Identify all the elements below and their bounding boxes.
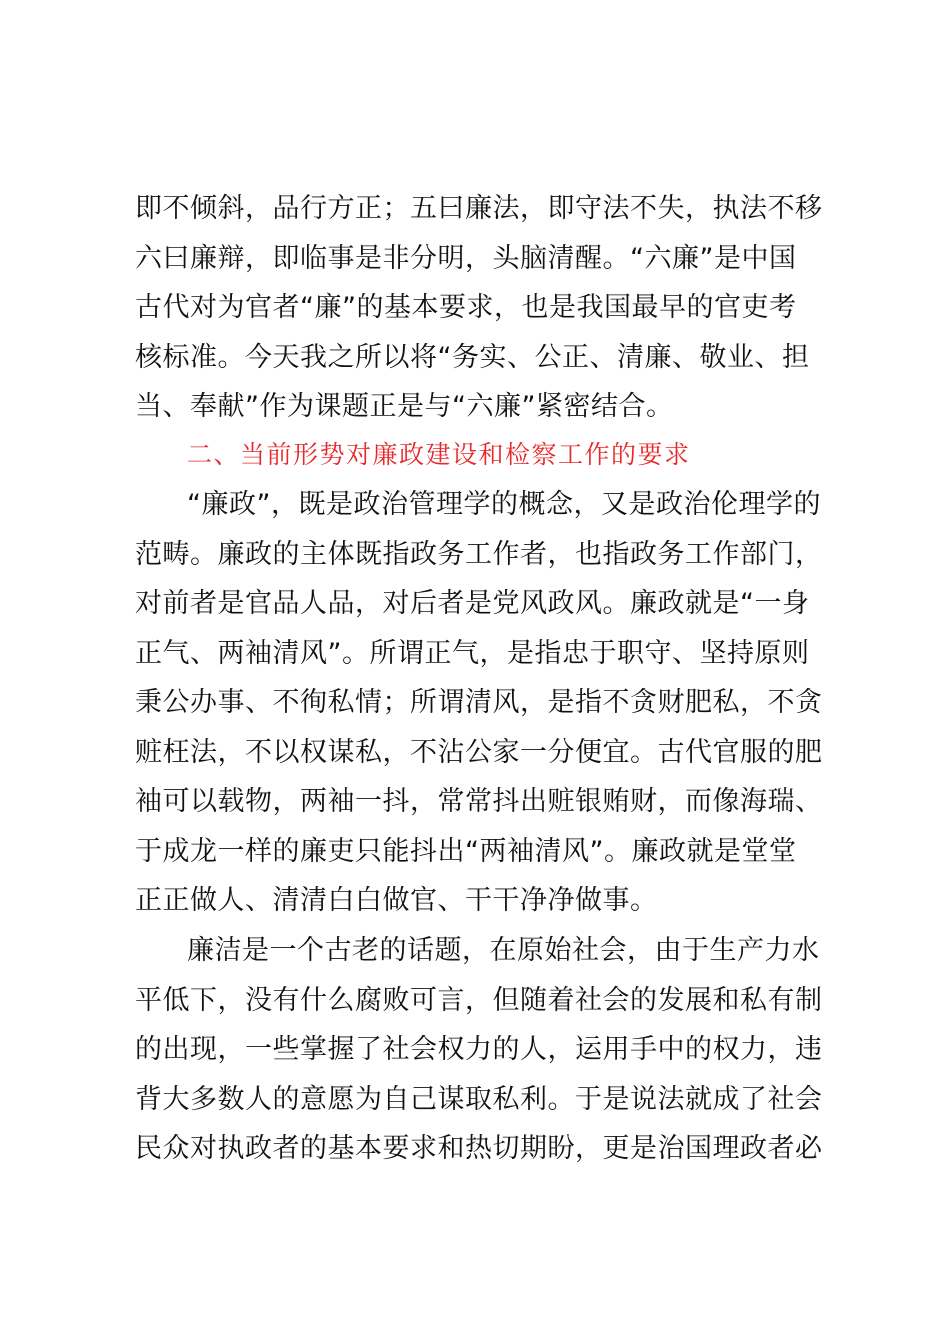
section-heading-block	[135, 430, 845, 480]
paragraph-line: 范畴。廉政的主体既指政务工作者，也指政务工作部门，	[135, 538, 823, 570]
paragraph-line: “廉政”，既是政治管理学的概念，又是政治伦理学的	[187, 489, 821, 520]
paragraph-line: 核标准。今天我之所以将“务实、公正、清廉、敬业、担	[135, 341, 810, 373]
paragraph-line: 对前者是官品人品，对后者是党风政风。廉政就是“一身	[135, 588, 810, 619]
paragraph-line: 廉洁是一个古老的话题，在原始社会，由于生产力水	[187, 935, 820, 966]
paragraph-line: 平低下，没有什么腐败可言，但随着社会的发展和私有制	[135, 984, 823, 1016]
paragraph-line: 赃枉法，不以权谋私，不沾公家一分便宜。古代官服的肥	[135, 736, 823, 768]
paragraph-lianjie	[135, 926, 845, 1174]
paragraph-line: 背大多数人的意愿为自己谋取私利。于是说法就成了社会	[135, 1083, 823, 1115]
paragraph-line: 六曰廉辩，即临事是非分明，头脑清醒。“六廉”是中国	[135, 242, 797, 274]
paragraph-liulian	[135, 184, 845, 432]
paragraph-line: 于成龙一样的廉吏只能抖出“两袖清风”。廉政就是堂堂	[135, 835, 797, 867]
paragraph-line: 即不倾斜，品行方正；五曰廉法，即守法不失，执法不移	[135, 193, 823, 224]
section-heading: 二、当前形势对廉政建设和检察工作的要求	[187, 440, 691, 469]
paragraph-line: 正正做人、清清白白做官、干干净净做事。	[135, 885, 658, 916]
paragraph-line: 民众对执政者的基本要求和热切期盼，更是治国理政者必	[135, 1133, 823, 1164]
paragraph-line: 秉公办事、不徇私情；所谓清风，是指不贪财肥私，不贪	[135, 687, 823, 718]
paragraph-line: 袖可以载物，两袖一抖，常常抖出赃银贿财，而像海瑞、	[135, 786, 823, 817]
paragraph-line: 的出现，一些掌握了社会权力的人，运用手中的权力，违	[135, 1034, 823, 1065]
paragraph-lianzheng	[135, 480, 845, 926]
paragraph-line: 正气、两袖清风”。所谓正气，是指忠于职守、坚持原则	[135, 637, 810, 669]
paragraph-line: 当、奉献”作为课题正是与“六廉”紧密结合。	[135, 391, 674, 422]
paragraph-line: 古代对为官者“廉”的基本要求，也是我国最早的官吏考	[135, 292, 797, 323]
